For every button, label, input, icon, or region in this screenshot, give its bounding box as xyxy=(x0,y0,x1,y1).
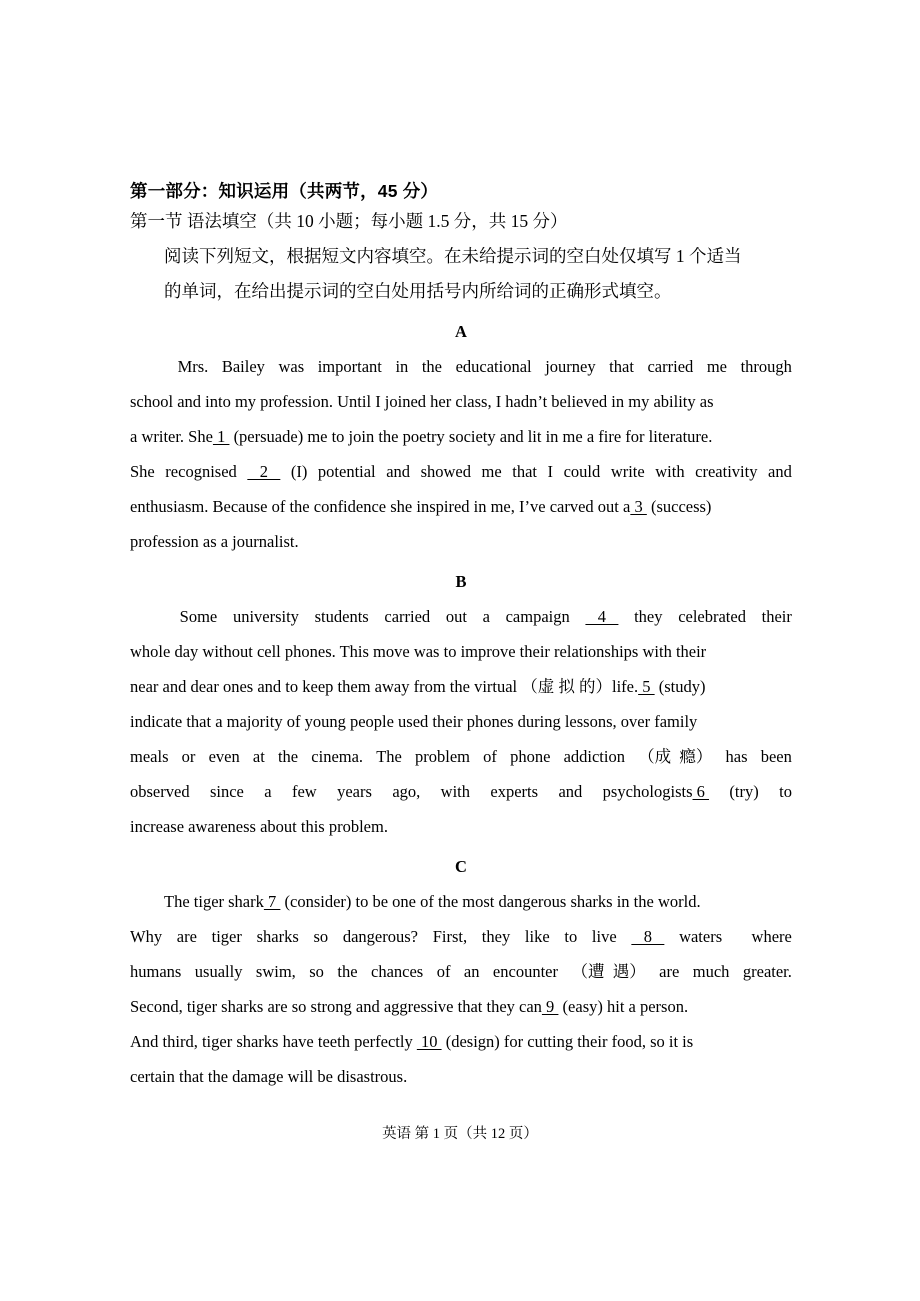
text-run: live xyxy=(591,927,617,946)
text-run: and xyxy=(558,782,583,801)
text-run: tiger xyxy=(211,927,242,946)
text-run: where xyxy=(751,927,792,946)
passage-label-a: A xyxy=(455,322,467,341)
text-run: sharks xyxy=(256,927,299,946)
text-run: Mrs. xyxy=(177,357,209,376)
fill-in-blank-7[interactable]: 7 xyxy=(263,892,281,911)
page-footer: 英语 第 1 页（共 12 页） xyxy=(382,1126,538,1142)
instructions-line-2: 的单词，在给出提示词的空白处用括号内所给词的正确形式填空。 xyxy=(164,281,672,301)
text-run: of xyxy=(483,747,497,766)
passage-line xyxy=(130,634,792,669)
text-run: (success) xyxy=(646,497,712,516)
text-run: a xyxy=(482,607,490,626)
text-run: out xyxy=(445,607,467,626)
text-run: Second, tiger sharks are so strong and aggressive that they can xyxy=(130,997,542,1016)
passage-label-b: B xyxy=(455,572,467,591)
passage-body-a xyxy=(130,349,792,559)
passage-line xyxy=(130,919,792,954)
text-run xyxy=(585,599,618,634)
text-run: (persuade) me to join the poetry society and lit in me a fire for literature. xyxy=(229,427,713,446)
text-run: students xyxy=(314,607,369,626)
text-run: an xyxy=(463,962,480,981)
text-run: at xyxy=(252,747,265,766)
text-run: few xyxy=(291,782,317,801)
text-run: (study) xyxy=(654,677,706,696)
text-run: humans xyxy=(130,962,182,981)
text-run: (design) for cutting their food, so it is xyxy=(441,1032,694,1051)
text-run: The xyxy=(376,747,402,766)
text-run: a writer. She xyxy=(130,427,213,446)
passage-body-b xyxy=(130,599,792,844)
part-heading: 第一部分：知识运用（共两节，45 分） xyxy=(130,181,439,201)
text-run: even xyxy=(208,747,240,766)
text-run: could xyxy=(563,462,601,481)
passage-line xyxy=(130,704,792,739)
text-run: ago, xyxy=(392,782,421,801)
text-run: are xyxy=(176,927,197,946)
text-run: years xyxy=(337,782,372,801)
text-run: cinema. xyxy=(311,747,364,766)
text-run: usually xyxy=(194,962,243,981)
text-run: their xyxy=(761,607,792,626)
text-run: carried xyxy=(647,357,694,376)
text-run: First, xyxy=(432,927,468,946)
text-run: whole day without cell phones. This move was to improve their relationships with their xyxy=(130,642,707,661)
text-run: and xyxy=(386,462,411,481)
passage-line xyxy=(130,989,792,1024)
text-run: Bailey xyxy=(221,357,265,376)
text-run: (consider) to be one of the most dangerous sharks in the world. xyxy=(280,892,701,911)
paragraph-indent xyxy=(130,599,164,634)
passage-line xyxy=(130,599,792,634)
passage-line xyxy=(130,524,792,559)
passage-a xyxy=(130,315,792,559)
passage-line xyxy=(130,489,792,524)
text-run: carried xyxy=(384,607,431,626)
text-run: dangerous? xyxy=(342,927,418,946)
text-run: psychologists 6 xyxy=(602,782,710,801)
text-run: chances xyxy=(371,962,424,981)
text-run: me xyxy=(481,462,502,481)
text-run: indicate that a majority of young people used their phones during lessons, over family xyxy=(130,712,698,731)
text-run: Why xyxy=(130,927,163,946)
text-run: are xyxy=(659,962,680,981)
text-run: so xyxy=(313,927,329,946)
text-run: school and into my profession. Until I joined her class, I hadn’t believed in my ability as xyxy=(130,392,714,411)
text-run: The tiger shark xyxy=(164,892,264,911)
text-run: She xyxy=(130,462,155,481)
text-run: with xyxy=(440,782,471,801)
text-run: waters xyxy=(679,927,723,946)
fill-in-blank-10[interactable]: 10 xyxy=(416,1032,442,1051)
text-run: creativity xyxy=(695,462,758,481)
text-run: they xyxy=(481,927,511,946)
passage-line xyxy=(130,739,792,774)
text-run: certain that the damage will be disastrous. xyxy=(130,1067,408,1086)
text-run: problem xyxy=(415,747,471,766)
text-run: in xyxy=(395,357,409,376)
text-run: (I) xyxy=(290,462,308,481)
fill-in-blank-6[interactable]: 6 xyxy=(692,782,710,801)
text-run: meals xyxy=(130,747,169,766)
fill-in-blank-4[interactable]: 4 xyxy=(585,607,619,626)
passage-line xyxy=(130,884,792,919)
text-run: or xyxy=(181,747,196,766)
text-run: experts xyxy=(490,782,539,801)
text-run: the xyxy=(421,357,443,376)
text-run xyxy=(247,454,280,489)
text-run: near and dear ones and to keep them away from the virtual （虚 拟 的）life. xyxy=(130,677,639,696)
text-run: Some xyxy=(179,607,218,626)
passage-b xyxy=(130,565,792,844)
passage-line xyxy=(130,349,792,384)
passage-line xyxy=(130,419,792,454)
text-run: enthusiasm. Because of the confidence she inspired in me, I’ve carved out a xyxy=(130,497,631,516)
passage-line xyxy=(130,809,792,844)
text-run: with xyxy=(655,462,685,481)
text-run: university xyxy=(232,607,299,626)
text-run: that xyxy=(512,462,537,481)
fill-in-blank-3[interactable]: 3 xyxy=(630,497,647,516)
fill-in-blank-1[interactable]: 1 xyxy=(212,427,230,446)
text-run: (try) xyxy=(729,782,759,801)
paragraph-indent xyxy=(130,349,164,384)
passage-label-c: C xyxy=(455,857,467,876)
text-run: (easy) hit a person. xyxy=(558,997,689,1016)
text-run: recognised xyxy=(165,462,237,481)
text-run: that xyxy=(609,357,634,376)
page-content xyxy=(130,176,792,1094)
text-run: the xyxy=(277,747,299,766)
passage-list xyxy=(130,315,792,1094)
text-run: profession as a journalist. xyxy=(130,532,299,551)
passage-line xyxy=(130,454,792,489)
text-run: swim, xyxy=(255,962,296,981)
text-run xyxy=(631,919,664,954)
text-run: greater. xyxy=(742,962,792,981)
text-run: important xyxy=(317,357,382,376)
fill-in-blank-5[interactable]: 5 xyxy=(638,677,655,696)
fill-in-blank-8[interactable]: 8 xyxy=(631,927,665,946)
text-run: to xyxy=(564,927,578,946)
text-run: since xyxy=(209,782,244,801)
passage-line xyxy=(130,1059,792,1094)
text-run: I xyxy=(547,462,554,481)
fill-in-blank-2[interactable]: 2 xyxy=(247,462,281,481)
text-run: they xyxy=(634,607,663,626)
text-run: write xyxy=(610,462,645,481)
text-run: showed xyxy=(420,462,471,481)
passage-line xyxy=(130,1024,792,1059)
passage-line xyxy=(130,384,792,419)
passage-line xyxy=(130,669,792,704)
text-run: addiction xyxy=(563,747,625,766)
text-run: has xyxy=(725,747,748,766)
text-run: and xyxy=(768,462,792,481)
text-run: observed xyxy=(130,782,190,801)
text-run: of xyxy=(436,962,451,981)
text-run: a xyxy=(264,782,272,801)
text-run: campaign xyxy=(505,607,570,626)
text-run: much xyxy=(692,962,730,981)
text-run: me xyxy=(706,357,727,376)
text-run: celebrated xyxy=(678,607,746,626)
text-run: encounter xyxy=(492,962,558,981)
text-run: so xyxy=(309,962,324,981)
text-run: （遭 遇） xyxy=(571,962,646,981)
text-run: phone xyxy=(510,747,551,766)
instructions xyxy=(130,239,792,309)
text-run: And third, tiger sharks have teeth perfectly xyxy=(130,1032,417,1051)
text-run: increase awareness about this problem. xyxy=(130,817,388,836)
text-run: journey xyxy=(545,357,596,376)
text-run: through xyxy=(740,357,792,376)
passage-line xyxy=(130,954,792,989)
passage-line xyxy=(130,774,792,809)
text-run: been xyxy=(760,747,792,766)
text-run: educational xyxy=(455,357,532,376)
section-heading: 第一节 语法填空（共 10 小题；每小题 1.5 分，共 15 分） xyxy=(130,211,568,231)
text-run: （成 瘾） xyxy=(638,747,713,766)
instructions-line-1: 阅读下列短文，根据短文内容填空。在未给提示词的空白处仅填写 1 个适当 xyxy=(164,246,742,266)
passage-body-c xyxy=(130,884,792,1094)
fill-in-blank-9[interactable]: 9 xyxy=(541,997,559,1016)
text-run: was xyxy=(278,357,305,376)
text-run: potential xyxy=(317,462,376,481)
text-run: the xyxy=(337,962,358,981)
text-run: to xyxy=(779,782,792,801)
text-run: like xyxy=(524,927,550,946)
passage-c xyxy=(130,850,792,1094)
